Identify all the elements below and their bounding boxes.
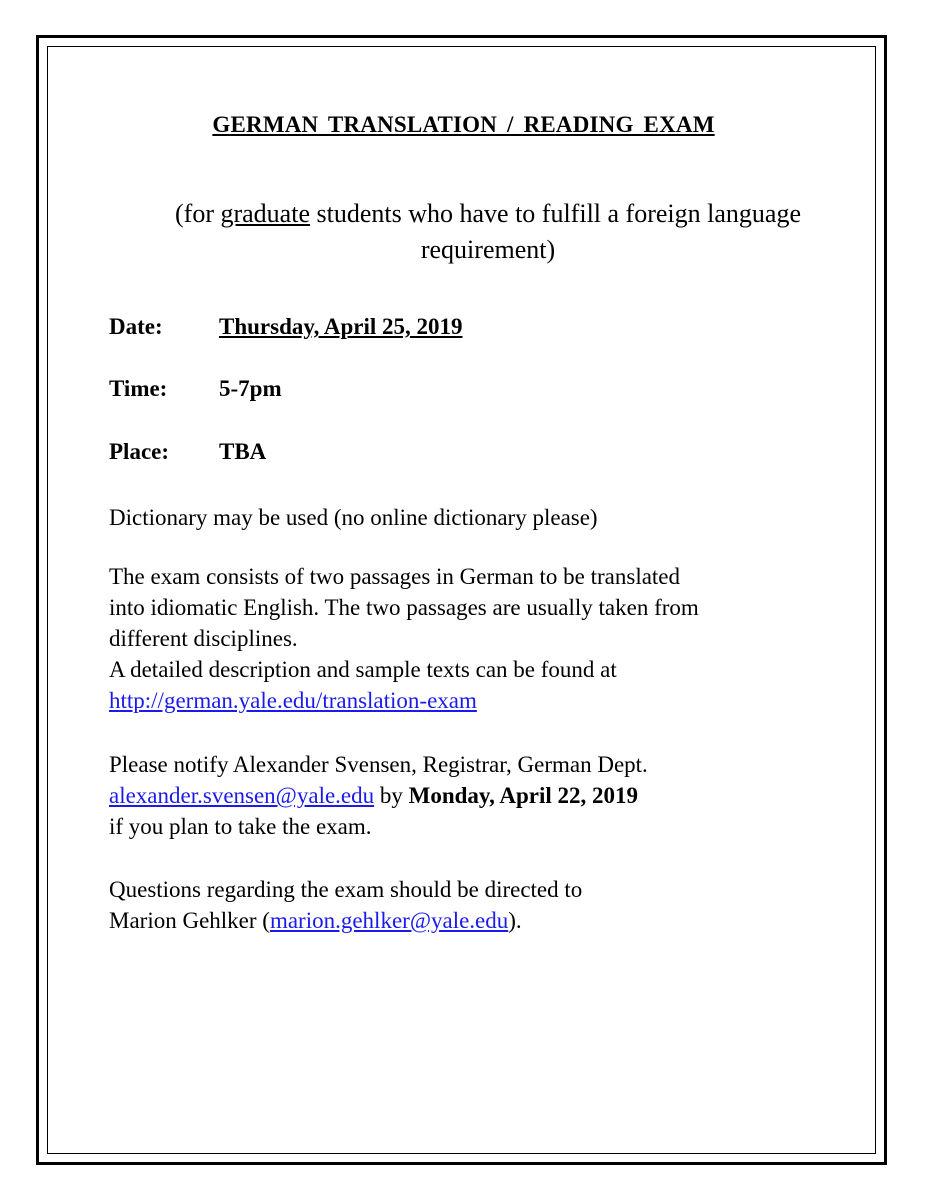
- description-line: into idiomatic English. The two passages are usually taken from: [109, 595, 699, 620]
- description-line: different disciplines.: [109, 626, 298, 651]
- contact-name: Marion Gehlker (: [109, 908, 270, 933]
- time-row: [109, 376, 282, 402]
- dictionary-note: Dictionary may be used (no online dictionary please): [109, 505, 598, 530]
- notify-line: if you plan to take the exam.: [109, 814, 372, 839]
- date-label: Date:: [109, 314, 163, 339]
- notify-line: Please notify Alexander Svensen, Registrar, German Dept.: [109, 752, 648, 777]
- notify-deadline: Monday, April 22, 2019: [408, 783, 639, 808]
- page-title: GERMAN TRANSLATION / READING EXAM: [212, 112, 715, 137]
- subtitle-emphasis: graduate: [220, 199, 310, 228]
- date-row: [109, 314, 462, 340]
- notify-paragraph: [109, 749, 849, 842]
- questions-line: Questions regarding the exam should be directed to: [109, 877, 583, 902]
- exam-info-link[interactable]: http://german.yale.edu/translation-exam: [109, 688, 477, 713]
- subtitle: [158, 196, 818, 268]
- time-value: 5-7pm: [219, 376, 282, 401]
- contact-email-link[interactable]: marion.gehlker@yale.edu: [269, 908, 509, 933]
- time-label: Time:: [109, 376, 168, 401]
- questions-paragraph: [109, 874, 849, 936]
- place-row: [109, 439, 266, 465]
- description-line: The exam consists of two passages in German to be translated: [109, 564, 681, 589]
- place-label: Place:: [109, 439, 170, 464]
- description-line: A detailed description and sample texts can be found at: [109, 657, 617, 682]
- date-value: Thursday, April 25, 2019: [219, 314, 463, 339]
- exam-description: [109, 561, 849, 716]
- contact-close: ).: [508, 908, 522, 933]
- subtitle-before: (for: [175, 199, 221, 228]
- place-value: TBA: [219, 439, 267, 464]
- subtitle-after: students who have to fulfill a foreign language requirement): [310, 199, 801, 264]
- notify-by: by: [374, 783, 409, 808]
- registrar-email-link[interactable]: alexander.svensen@yale.edu: [109, 783, 375, 808]
